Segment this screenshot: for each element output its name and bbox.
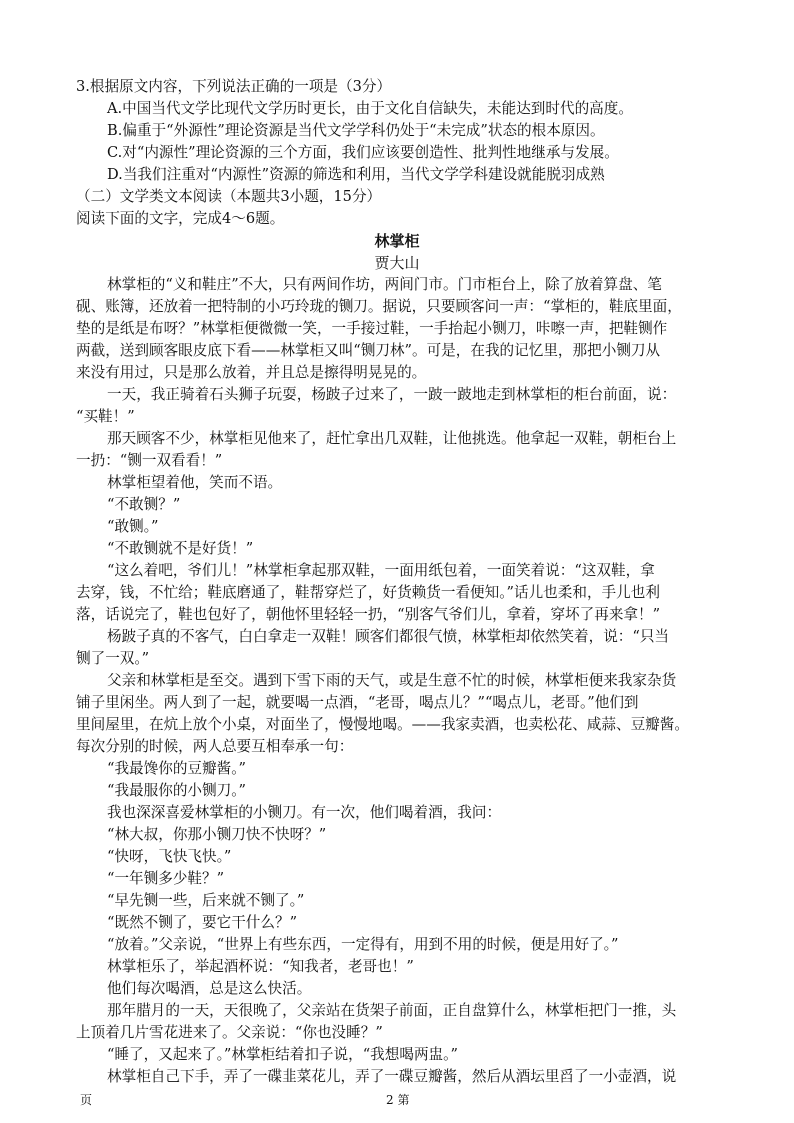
question-3-option-d: D.当我们注重对“内源性”资源的筛选和利用，当代文学学科建设就能脱羽成熟 [107,166,605,183]
story-line: 两截，送到顾客眼皮底下看——林掌柜又叫“铡刀林”。可是，在我的记忆里，那把小铡刀从 [76,342,661,359]
story-line: 砚、账簿，还放着一把特制的小巧玲珑的铡刀。据说，只要顾客问一声：“掌柜的，鞋底里面， [76,298,682,315]
story-line: “快呀，飞快飞快。” [107,848,232,865]
story-line: “睡了，又起来了。”林掌柜结着扣子说，“我想喝两盅。” [107,1046,458,1063]
story-line: “早先铡一些，后来就不铡了。” [107,892,305,909]
story-line: 铡了一双。” [76,650,150,667]
story-line: “不敢铡？” [107,496,181,513]
story-line: 来没有用过，只是那么放着，并且总是擦得明晃晃的。 [76,364,427,381]
story-line: 他们每次喝酒，总是这么快活。 [107,980,312,997]
section-instruction: 阅读下面的文字，完成4～6题。 [76,210,285,227]
story-line: 垫的是纸是布呀？”林掌柜便微微一笑，一手接过鞋，一手抬起小铡刀，咔嚓一声，把鞋铡作 [76,320,668,337]
story-line: 上顶着几片雪花进来了。父亲说：“你也没睡？” [76,1024,383,1041]
story-author: 贾大山 [374,254,420,272]
story-line: 一天，我正骑着石头狮子玩耍，杨跛子过来了，一跛一跛地走到林掌柜的柜台前面，说： [107,386,677,403]
story-line: 去穿，钱，不忙给；鞋底磨通了，鞋帮穿烂了，好货赖货一看便知。”话儿也柔和，手儿也利 [76,584,660,601]
story-line: 林掌柜的“义和鞋庄”不大，只有两间作坊，两间门市。门市柜台上，除了放着算盘、笔 [107,276,662,293]
story-line: “不敢铡就不是好货！” [107,540,254,557]
story-line: “既然不铡了，要它干什么？” [107,914,298,931]
story-line: “敢铡。” [107,518,159,535]
story-line: “买鞋！” [76,408,135,425]
question-3-stem: 3.根据原文内容，下列说法正确的一项是（3分） [76,78,392,95]
story-line: 那年腊月的一天，天很晚了，父亲站在货架子前面，正自盘算什么，林掌柜把门一推，头 [107,1002,677,1019]
story-line: “这么着吧，爷们儿！”林掌柜拿起那双鞋，一面用纸包着，一面笑着说：“这双鞋，拿 [107,562,655,579]
story-line: 我也深深喜爱林掌柜的小铡刀。有一次，他们喝着酒，我问： [107,804,502,821]
story-title: 林掌柜 [374,232,420,250]
story-line: 里间屋里，在炕上放个小桌，对面坐了，慢慢地喝。——我家卖酒，也卖松花、咸蒜、豆瓣酱。 [76,716,689,733]
story-line: 林掌柜乐了，举起酒杯说：“知我者，老哥也！” [107,958,414,975]
story-line: “林大叔，你那小铡刀快不快呀？” [107,826,327,843]
story-line: 杨跛子真的不客气，白白拿走一双鞋！顾客们都很气愤，林掌柜却依然笑着，说：“只当 [107,628,670,645]
story-line: “我最馋你的豆瓣酱。” [107,760,246,777]
story-line: “一年铡多少鞋？” [107,870,225,887]
story-line: 那天顾客不少，林掌柜见他来了，赶忙拿出几双鞋，让他挑选。他拿起一双鞋，朝柜台上 [107,430,677,447]
question-3-option-c: C.对“内源性”理论资源的三个方面，我们应该要创造性、批判性地继承与发展。 [107,144,619,161]
footer-page-number: 2 第 [386,1093,410,1107]
question-3-option-b: B.偏重于“外源性”理论资源是当代文学学科仍处于“未完成”状态的根本原因。 [107,122,605,139]
story-line: “放着。”父亲说，“世界上有些东西，一定得有，用到不用的时候，便是用好了。” [107,936,619,953]
story-line: 林掌柜自己下手，弄了一碟韭菜花儿，弄了一碟豆瓣酱，然后从酒坛里舀了一小壶酒，说 [107,1068,677,1085]
story-line: 每次分别的时候，两人总要互相奉承一句： [76,738,354,755]
story-line: 父亲和林掌柜是至交。遇到下雪下雨的天气，或是生意不忙的时候，林掌柜便来我家杂货 [107,672,677,689]
story-line: 林掌柜望着他，笑而不语。 [107,474,283,491]
section-heading: （二）文学类文本阅读（本题共3小题，15分） [76,188,382,205]
story-line: 落，话说完了，鞋也包好了，朝他怀里轻轻一扔，“别客气爷们儿，拿着，穿坏了再来拿！” [76,606,661,623]
story-line: 铺子里闲坐。两人到了一起，就要喝一点酒，“老哥，喝点儿？”“喝点儿，老哥。”他们到 [76,694,639,711]
story-line: “我最服你的小铡刀。” [107,782,246,799]
story-line: 一扔：“铡一双看看！” [76,452,223,469]
footer-left: 页 [80,1093,93,1107]
question-3-option-a: A.中国当代文学比现代文学历时更长，由于文化自信缺失，未能达到时代的高度。 [107,100,633,117]
